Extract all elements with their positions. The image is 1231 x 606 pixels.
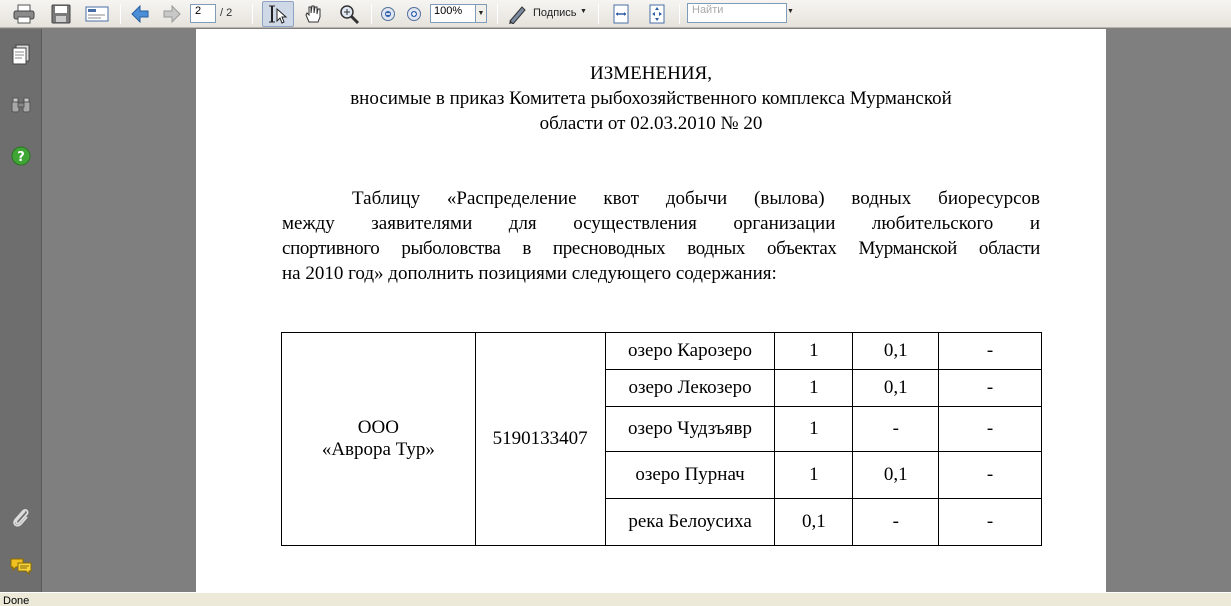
zoom-out-icon (380, 6, 396, 22)
value-cell: 0,1 (853, 452, 939, 499)
save-icon (51, 4, 71, 24)
paragraph-line-2: между заявителями для осуществления организации любительского и (282, 213, 1040, 234)
paragraph-line-1: Таблицу «Распределение квот добычи (вылова) водных биоресурсов (352, 188, 1040, 209)
fit-width-button[interactable] (608, 0, 634, 28)
value-cell: 1 (775, 370, 853, 407)
zoom-level-input[interactable]: 100% (430, 4, 476, 23)
print-icon (13, 4, 35, 24)
page-number-input[interactable]: 2 (190, 4, 216, 23)
select-text-tool-button[interactable] (262, 1, 294, 27)
document-paragraph (282, 186, 1040, 286)
document-subtitle-line-1: вносимые в приказ Комитета рыбохозяйственного комплекса Мурманской (350, 88, 952, 109)
select-text-icon (268, 4, 288, 24)
status-bar (0, 592, 1231, 606)
value-cell: 1 (775, 333, 853, 370)
value-cell: 0,1 (853, 333, 939, 370)
email-icon (85, 5, 109, 23)
value-cell: - (939, 370, 1042, 407)
document-title: ИЗМЕНЕНИЯ, (590, 63, 712, 84)
paragraph-line-3: спортивного рыболовства в пресноводных водных объектах Мурманской области (282, 238, 1040, 259)
hand-tool-button[interactable] (300, 0, 326, 28)
value-cell: - (939, 452, 1042, 499)
hand-icon (303, 4, 323, 24)
status-text: Done (3, 595, 30, 606)
value-cell: - (939, 499, 1042, 546)
search-dropdown-icon[interactable]: ▼ (787, 8, 794, 15)
previous-page-icon (130, 5, 150, 23)
zoom-in-button[interactable] (404, 0, 424, 28)
quota-table (281, 332, 1042, 546)
value-cell: - (853, 499, 939, 546)
inn-cell: 5190133407 (475, 333, 605, 546)
search-input[interactable]: Найти (687, 3, 787, 23)
water-body-cell: озеро Лекозеро (605, 370, 775, 407)
sign-label[interactable]: Подпись (533, 7, 577, 19)
water-body-cell: озеро Карозеро (605, 333, 775, 370)
zoom-dropdown-button[interactable] (476, 4, 487, 23)
water-body-cell: река Белоусиха (605, 499, 775, 546)
print-button[interactable] (10, 0, 38, 28)
pages-panel-button[interactable] (9, 43, 33, 67)
svg-text:?: ? (17, 150, 25, 165)
value-cell: 0,1 (853, 370, 939, 407)
toolbar (0, 0, 1231, 28)
value-cell: - (939, 333, 1042, 370)
email-button[interactable] (83, 0, 111, 28)
water-body-cell: озеро Пурнач (605, 452, 775, 499)
value-cell: 0,1 (775, 499, 853, 546)
attachments-panel-button[interactable] (9, 505, 33, 529)
help-icon (11, 146, 31, 166)
pages-icon (11, 44, 31, 66)
zoom-in-icon (406, 6, 422, 22)
organization-line-1: ООО (357, 417, 399, 438)
organization-cell (282, 333, 476, 546)
fit-width-icon (612, 4, 630, 24)
value-cell: 1 (775, 452, 853, 499)
zoom-tool-icon (338, 3, 360, 25)
chevron-down-icon: ▼ (477, 10, 485, 17)
comments-icon (9, 557, 33, 575)
zoom-tool-button[interactable] (336, 0, 362, 28)
paragraph-line-4: на 2010 год» дополнить позициями следующего содержания: (282, 263, 777, 284)
page-total-label: / 2 (220, 7, 233, 19)
value-cell: 1 (775, 407, 853, 452)
next-page-button[interactable] (160, 0, 184, 28)
value-cell: - (853, 407, 939, 452)
fit-page-button[interactable] (644, 0, 670, 28)
document-subtitle-line-2: области от 02.03.2010 № 20 (539, 113, 763, 134)
help-button[interactable] (9, 144, 33, 168)
navigation-panel (0, 29, 42, 592)
sign-button[interactable] (505, 0, 531, 28)
table-row (282, 333, 1042, 370)
save-button[interactable] (48, 0, 74, 28)
comments-panel-button[interactable] (9, 554, 33, 578)
value-cell: - (939, 407, 1042, 452)
water-body-cell: озеро Чудзъявр (605, 407, 775, 452)
sign-dropdown-icon[interactable]: ▼ (580, 8, 587, 15)
fit-page-icon (648, 4, 666, 24)
sign-pen-icon (507, 4, 529, 24)
next-page-icon (162, 5, 182, 23)
search-panel-button[interactable] (9, 93, 33, 117)
previous-page-button[interactable] (128, 0, 152, 28)
zoom-out-button[interactable] (378, 0, 398, 28)
attachment-icon (11, 506, 31, 528)
document-page (196, 29, 1106, 592)
document-viewport[interactable] (43, 29, 1231, 592)
binoculars-icon (10, 96, 32, 114)
organization-line-2: «Аврора Тур» (321, 439, 435, 460)
